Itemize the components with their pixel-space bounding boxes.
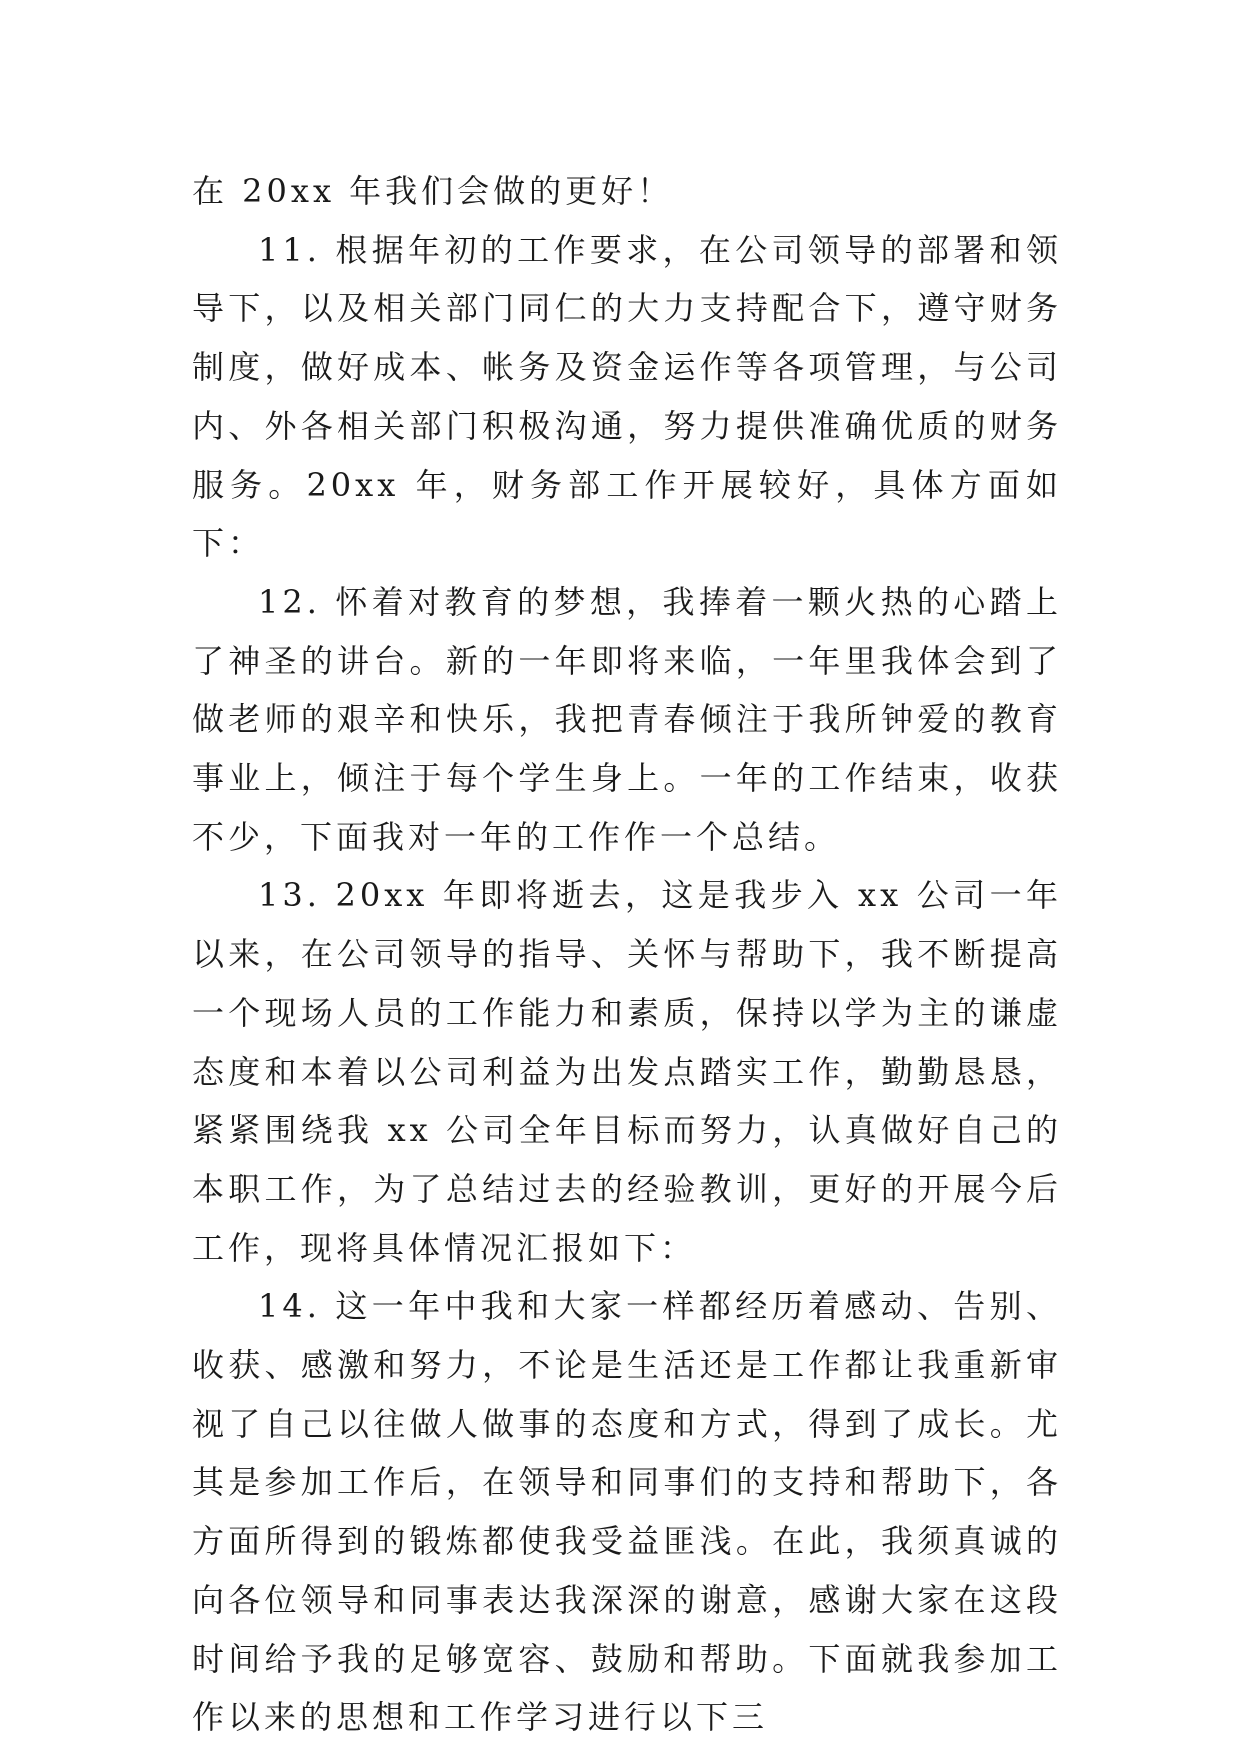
paragraph-continuation: 在 20xx 年我们会做的更好！ (192, 172, 674, 210)
paragraph-item-12: 12. 怀着对教育的梦想，我捧着一颗火热的心踏上了神圣的讲台。新的一年即将来临，一年里我体会到了做老师的艰辛和快乐，我把青春倾注于我所钟爱的教育事业上，倾注于每个学生身上。一年的工作结束，收获不少，下面我对一年的工作作一个总结。 (192, 582, 1062, 856)
paragraph-item-14: 14. 这一年中我和大家一样都经历着感动、告别、收获、感激和努力，不论是生活还是工作都让我重新审视了自己以往做人做事的态度和方式，得到了成长。尤其是参加工作后，在领导和同事们的支持和帮助下，各方面所得到的锻炼都使我受益匪浅。在此，我须真诚的向各位领导和同事表达我深深的谢意，感谢大家在这段时间给予我的足够宽容、鼓励和帮助。下面就我参加工作以来的思想和工作学习进行以下三 (192, 1287, 1062, 1737)
document-body (192, 162, 1062, 1747)
paragraph-item-13: 13. 20xx 年即将逝去，这是我步入 xx 公司一年以来，在公司领导的指导、关怀与帮助下，我不断提高一个现场人员的工作能力和素质，保持以学为主的谦虚态度和本着以公司利益为出发点踏实工作，勤勤恳恳，紧紧围绕我 xx 公司全年目标而努力，认真做好自己的本职工作，为了总结过去的经验教训，更好的开展今后工作，现将具体情况汇报如下： (192, 876, 1062, 1267)
paragraph-item-11: 11. 根据年初的工作要求，在公司领导的部署和领导下，以及相关部门同仁的大力支持配合下，遵守财务制度，做好成本、帐务及资金运作等各项管理，与公司内、外各相关部门积极沟通，努力提供准确优质的财务服务。20xx 年，财务部工作开展较好，具体方面如下： (192, 230, 1062, 563)
